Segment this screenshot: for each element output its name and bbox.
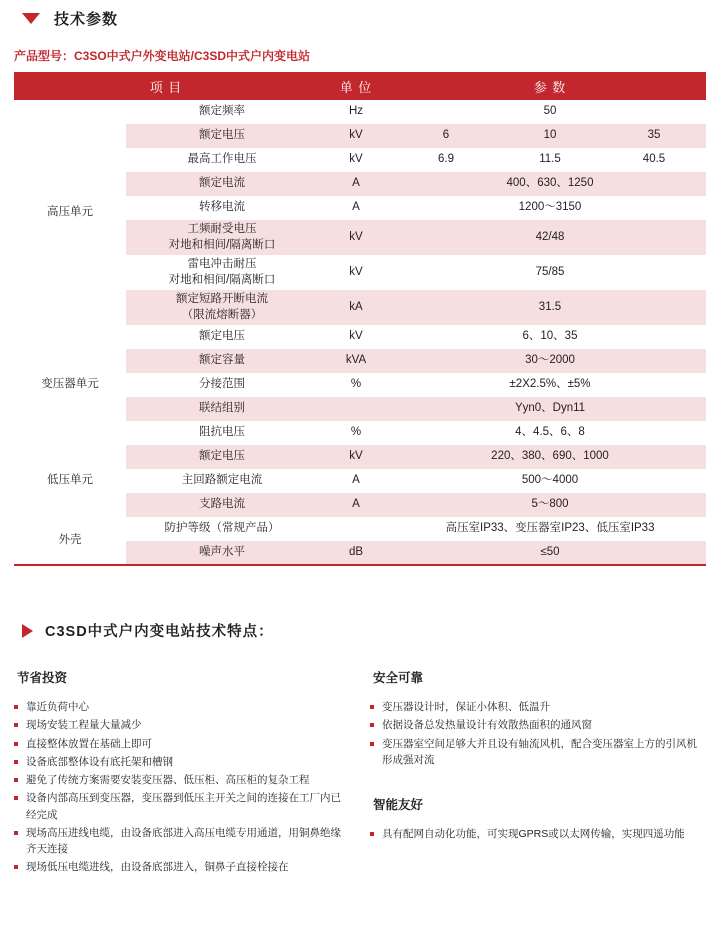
col-header-unit: 单 位 — [318, 72, 394, 100]
table-unit-cell: kV — [318, 124, 394, 148]
table-value-cell: 50 — [394, 100, 706, 124]
table-value-cell: 6.9 — [394, 148, 498, 172]
table-item-cell: 工频耐受电压 对地和相间/隔离断口 — [126, 220, 318, 255]
table-item-cell: 分接范围 — [126, 373, 318, 397]
table-value-cell: 35 — [602, 124, 706, 148]
table-unit-cell: kV — [318, 445, 394, 469]
table-unit-cell: % — [318, 421, 394, 445]
table-value-cell: 31.5 — [394, 290, 706, 325]
table-value-cell: ≤50 — [394, 541, 706, 565]
table-item-cell: 额定电压 — [126, 325, 318, 349]
spec-table-head — [14, 72, 706, 100]
table-row — [14, 100, 706, 124]
table-unit-cell: kV — [318, 148, 394, 172]
table-row — [14, 517, 706, 541]
right-bullet-list-2 — [370, 826, 704, 842]
list-item: 变压器室空间足够大并且设有轴流风机，配合变压器室上方的引风机形成强对流 — [370, 736, 704, 769]
table-value-cell: 1200～3150 — [394, 196, 706, 220]
table-value-cell: 500～4000 — [394, 469, 706, 493]
tag-save-investment — [14, 667, 348, 689]
table-value-cell: 42/48 — [394, 220, 706, 255]
list-item: 具有配网自动化功能，可实现GPRS或以太网传输，实现四遥功能 — [370, 826, 704, 842]
table-item-cell: 转移电流 — [126, 196, 318, 220]
right-bullet-list-1 — [370, 699, 704, 768]
list-item: 现场安装工程量大量减少 — [14, 717, 348, 733]
table-item-cell: 噪声水平 — [126, 541, 318, 565]
table-item-cell: 联结组别 — [126, 397, 318, 421]
table-row — [14, 445, 706, 469]
spec-table — [14, 72, 706, 566]
features-left-column — [14, 667, 348, 878]
list-item: 变压器设计时，保证小体积、低温升 — [370, 699, 704, 715]
table-value-cell: 220、380、690、1000 — [394, 445, 706, 469]
table-unit-cell — [318, 517, 394, 541]
table-item-cell: 额定容量 — [126, 349, 318, 373]
table-group-cell: 外壳 — [14, 517, 126, 565]
table-group-cell: 高压单元 — [14, 100, 126, 325]
table-value-cell: 高压室IP33、变压器室IP23、低压室IP33 — [394, 517, 706, 541]
triangle-right-icon — [22, 624, 33, 638]
table-item-cell: 额定短路开断电流 （限流熔断器） — [126, 290, 318, 325]
table-value-cell: 75/85 — [394, 255, 706, 290]
list-item: 设备内部高压到变压器，变压器到低压主开关之间的连接在工厂内已经完成 — [14, 790, 348, 823]
table-item-cell: 最高工作电压 — [126, 148, 318, 172]
table-group-cell: 低压单元 — [14, 445, 126, 517]
table-item-cell: 额定电压 — [126, 445, 318, 469]
tag-label: 节省投资 — [17, 671, 68, 686]
table-value-cell: 40.5 — [602, 148, 706, 172]
tag-label: 智能友好 — [373, 798, 424, 813]
tag-label: 安全可靠 — [373, 671, 424, 686]
table-value-cell: ±2X2.5%、±5% — [394, 373, 706, 397]
table-unit-cell: Hz — [318, 100, 394, 124]
col-header-param: 参 数 — [394, 72, 706, 100]
list-item: 现场高压进线电缆，由设备底部进入高压电缆专用通道，用铜鼻绝缘齐天连接 — [14, 825, 348, 858]
table-row — [14, 325, 706, 349]
table-unit-cell — [318, 397, 394, 421]
spec-section-title: 技术参数 — [54, 11, 119, 28]
table-item-cell: 支路电流 — [126, 493, 318, 517]
triangle-down-icon — [22, 13, 40, 24]
table-unit-cell: % — [318, 373, 394, 397]
features-columns — [14, 667, 706, 878]
table-item-cell: 额定电压 — [126, 124, 318, 148]
table-value-cell: 6 — [394, 124, 498, 148]
table-group-cell: 变压器单元 — [14, 325, 126, 445]
table-item-cell: 额定电流 — [126, 172, 318, 196]
table-item-cell: 主回路额定电流 — [126, 469, 318, 493]
table-unit-cell: A — [318, 493, 394, 517]
table-unit-cell: A — [318, 196, 394, 220]
list-item: 直接整体放置在基础上即可 — [14, 736, 348, 752]
list-item: 依据设备总发热量设计有效散热面积的通风窗 — [370, 717, 704, 733]
table-value-cell: 11.5 — [498, 148, 602, 172]
table-item-cell: 雷电冲击耐压 对地和相间/隔离断口 — [126, 255, 318, 290]
tag-smart-friendly — [370, 794, 704, 816]
tag-safe-reliable — [370, 667, 704, 689]
table-item-cell: 阻抗电压 — [126, 421, 318, 445]
table-unit-cell: dB — [318, 541, 394, 565]
product-model-line: 产品型号：C3SO中式户外变电站/C3SD中式户内变电站 — [14, 49, 311, 63]
list-item: 靠近负荷中心 — [14, 699, 348, 715]
table-unit-cell: kV — [318, 220, 394, 255]
table-value-cell: 30～2000 — [394, 349, 706, 373]
left-bullet-list — [14, 699, 348, 876]
table-unit-cell: A — [318, 172, 394, 196]
table-unit-cell: kA — [318, 290, 394, 325]
table-unit-cell: kV — [318, 255, 394, 290]
table-item-cell: 额定频率 — [126, 100, 318, 124]
features-right-column — [370, 667, 704, 878]
features-section-title: C3SD中式户内变电站技术特点： — [45, 624, 274, 641]
list-item: 避免了传统方案需要安装变压器、低压柜、高压柜的复杂工程 — [14, 772, 348, 788]
col-header-item: 项 目 — [14, 72, 318, 100]
spec-section-heading — [0, 0, 720, 33]
table-value-cell: Yyn0、Dyn11 — [394, 397, 706, 421]
table-value-cell: 10 — [498, 124, 602, 148]
list-item: 设备底部整体设有底托架和槽钢 — [14, 754, 348, 770]
list-item: 现场低压电缆进线，由设备底部进入，铜鼻子直接栓接在 — [14, 859, 348, 875]
table-unit-cell: kVA — [318, 349, 394, 373]
features-section-heading — [0, 612, 720, 645]
table-item-cell: 防护等级（常规产品） — [126, 517, 318, 541]
table-unit-cell: kV — [318, 325, 394, 349]
table-value-cell: 400、630、1250 — [394, 172, 706, 196]
spec-table-body — [14, 100, 706, 565]
table-value-cell: 4、4.5、6、8 — [394, 421, 706, 445]
table-value-cell: 5～800 — [394, 493, 706, 517]
table-value-cell: 6、10、35 — [394, 325, 706, 349]
table-header-row — [14, 72, 706, 100]
table-unit-cell: A — [318, 469, 394, 493]
